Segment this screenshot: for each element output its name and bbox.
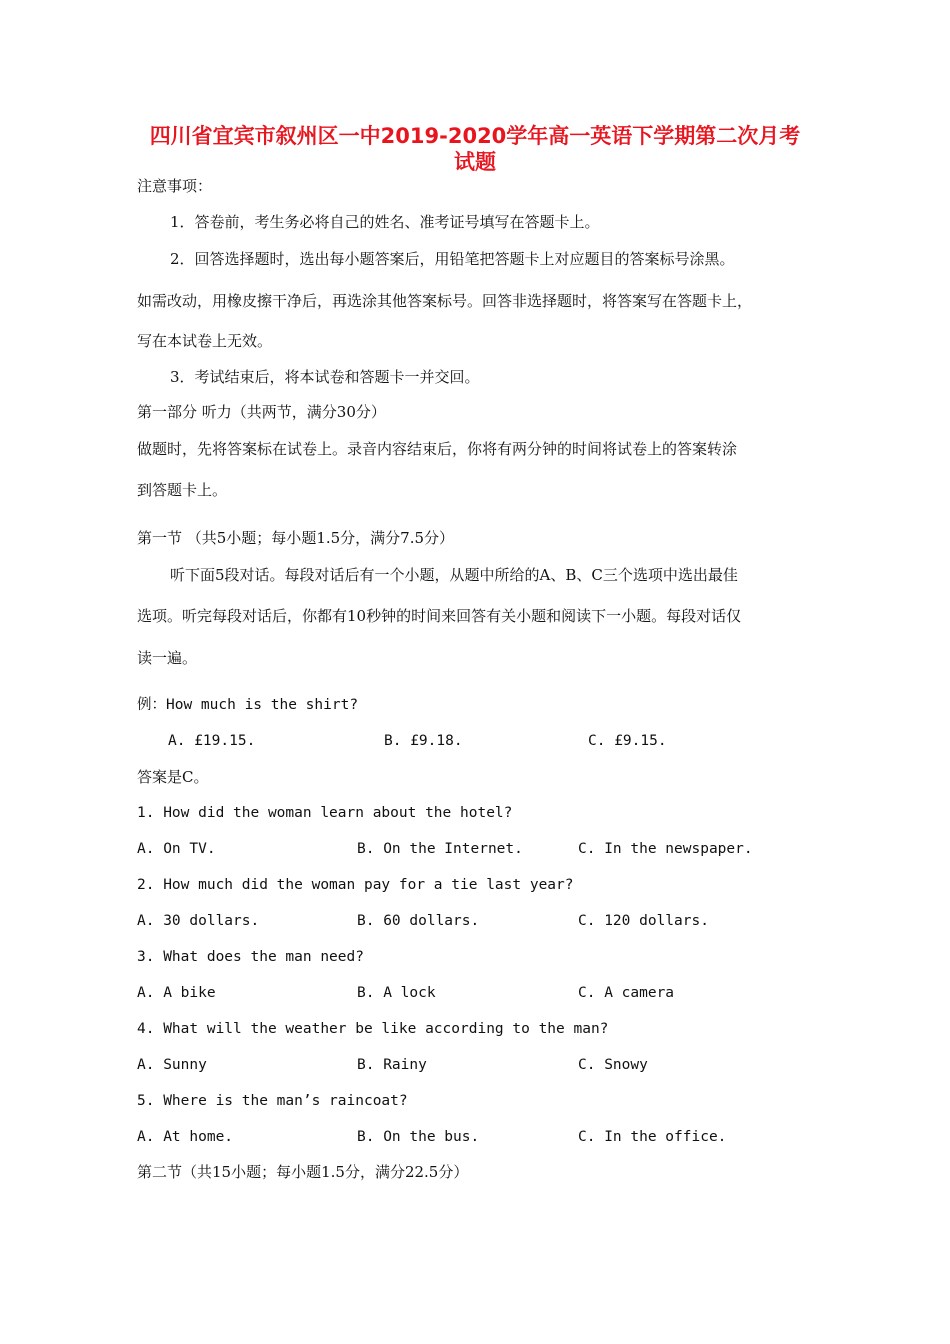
- part1-desc-line1: 做题时，先将答案标在试卷上。录音内容结束后，你将有两分钟的时间将试卷上的答案转涂: [137, 440, 738, 458]
- question-3-option-b: B. A lock: [357, 985, 436, 1001]
- question-4-option-c: C. Snowy: [578, 1057, 648, 1073]
- example-question: 例：How much is the shirt?: [137, 697, 359, 713]
- question-5: 5. Where is the man’s raincoat?: [137, 1093, 408, 1109]
- section1-desc-line2: 选项。听完每段对话后，你都有10秒钟的时间来回答有关小题和阅读下一小题。每段对话仅: [137, 607, 742, 625]
- question-4-option-a: A. Sunny: [137, 1057, 207, 1073]
- question-2-option-c: C. 120 dollars.: [578, 913, 709, 929]
- question-1-option-c: C. In the newspaper.: [578, 841, 753, 857]
- part1-desc-line2: 到答题卡上。: [137, 481, 228, 499]
- example-option-c: C. £9.15.: [588, 733, 667, 749]
- question-4-option-b: B. Rainy: [357, 1057, 427, 1073]
- question-5-option-a: A. At home.: [137, 1129, 234, 1145]
- notice-item-3: 3．考试结束后，将本试卷和答题卡一并交回。: [170, 368, 480, 386]
- example-answer: 答案是C。: [137, 768, 209, 786]
- example-option-b: B. £9.18.: [384, 733, 463, 749]
- question-3: 3. What does the man need?: [137, 949, 364, 965]
- question-3-option-a: A. A bike: [137, 985, 216, 1001]
- section1-desc-line1: 听下面5段对话。每段对话后有一个小题，从题中所给的A、B、C三个选项中选出最佳: [170, 566, 738, 584]
- question-1-option-b: B. On the Internet.: [357, 841, 523, 857]
- question-5-option-c: C. In the office.: [578, 1129, 727, 1145]
- question-1-option-a: A. On TV.: [137, 841, 216, 857]
- question-2-option-b: B. 60 dollars.: [357, 913, 480, 929]
- question-1: 1. How did the woman learn about the hotel?: [137, 805, 513, 821]
- example-option-a: A. £19.15.: [168, 733, 256, 749]
- section2-heading: 第二节（共15小题；每小题1.5分，满分22.5分）: [137, 1163, 469, 1181]
- question-3-option-c: C. A camera: [578, 985, 675, 1001]
- section1-desc-line3: 读一遍。: [137, 649, 198, 667]
- exam-title-line2: 试题: [454, 150, 496, 174]
- notice-item-2-line1: 2．回答选择题时，选出每小题答案后，用铅笔把答题卡上对应题目的答案标号涂黑。: [170, 250, 735, 268]
- exam-title-line1: 四川省宜宾市叙州区一中2019-2020学年高一英语下学期第二次月考: [149, 124, 801, 148]
- notice-heading: 注意事项：: [137, 177, 213, 195]
- section1-heading: 第一节 （共5小题；每小题1.5分，满分7.5分）: [137, 529, 455, 547]
- notice-item-2-line2: 如需改动，用橡皮擦干净后，再选涂其他答案标号。回答非选择题时，将答案写在答题卡上，: [137, 292, 753, 310]
- part1-heading: 第一部分 听力（共两节，满分30分）: [137, 403, 386, 421]
- notice-item-2-line3: 写在本试卷上无效。: [137, 332, 273, 350]
- question-2: 2. How much did the woman pay for a tie last year?: [137, 877, 574, 893]
- question-4: 4. What will the weather be like according to the man?: [137, 1021, 609, 1037]
- question-2-option-a: A. 30 dollars.: [137, 913, 260, 929]
- question-5-option-b: B. On the bus.: [357, 1129, 480, 1145]
- notice-item-1: 1．答卷前，考生务必将自己的姓名、准考证号填写在答题卡上。: [170, 213, 600, 231]
